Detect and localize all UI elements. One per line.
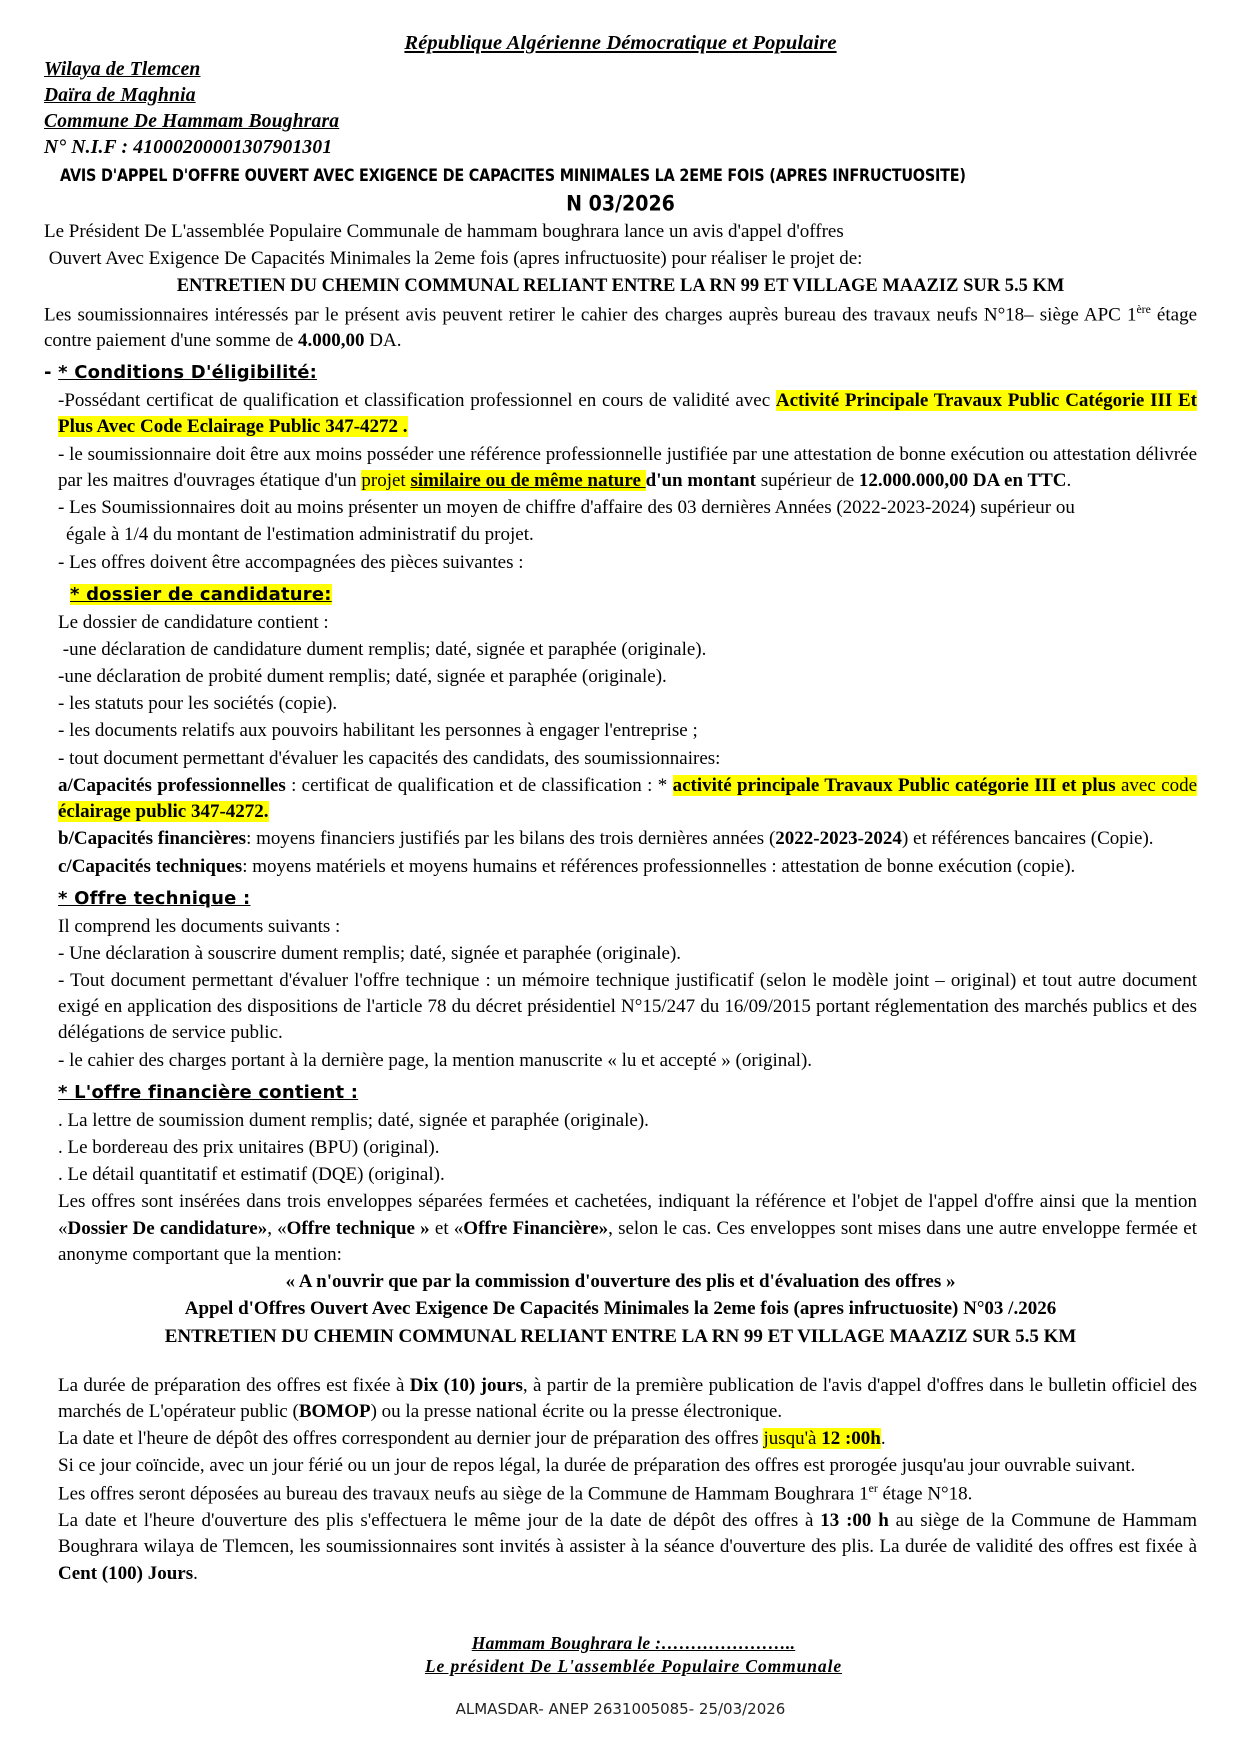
cap-pro-label: a/Capacités professionnelles bbox=[58, 774, 286, 796]
cap-pro-mid: : certificat de qualification et de classification : * bbox=[285, 774, 673, 796]
dossier-heading bbox=[44, 583, 1197, 608]
delai-text-c: , à partir de la première publication de l'avis d'appel d'offres dans le bulletin officiel des marchés de L'opérateur public ( bbox=[58, 1374, 1197, 1422]
depot-deadline-time: 12 :00h bbox=[821, 1428, 881, 1450]
env-dossier-label: Dossier De candidature» bbox=[67, 1217, 268, 1239]
dossier-item: - les documents relatifs aux pouvoirs habilitant les personnes à engager l'entreprise ; bbox=[58, 720, 698, 742]
financiere-item: . Le détail quantitatif et estimatif (DQE) (original). bbox=[58, 1164, 445, 1186]
env-sep-2: et « bbox=[429, 1217, 464, 1239]
ouverture-plis-paragraph bbox=[44, 1508, 1197, 1587]
mention-line-1: « A n'ouvrir que par la commission d'ouverture des plis et d'évaluation des offres » bbox=[285, 1271, 956, 1293]
eligibility-heading-text: * Conditions D'éligibilité: bbox=[58, 362, 318, 384]
offre-financiere-heading bbox=[44, 1081, 1197, 1106]
delai-preparation bbox=[44, 1373, 1197, 1425]
eligibility-item-3-line-1: - Les Soumissionnaires doit au moins présenter un moyen de chiffre d'affaire des 03 dernières Années (2022-2023-2024) supérieur ou bbox=[58, 497, 1075, 519]
footer-anep-reference: ALMASDAR- ANEP 2631005085- 25/03/2026 bbox=[455, 1700, 786, 1718]
eligibility-item-1-text: -Possédant certificat de qualification et classification professionnel en cours de validité avec bbox=[58, 390, 776, 412]
ouverture-time: 13 :00 h bbox=[820, 1510, 889, 1532]
dossier-item: -une déclaration de candidature dument remplis; daté, signée et paraphée (originale). bbox=[62, 638, 707, 660]
cap-pro-highlight-bold: activité principale Travaux Public catégorie III et plus bbox=[672, 774, 1116, 796]
dossier-heading-text: * dossier de candidature: bbox=[70, 583, 332, 605]
eligibility-item-2-highlight-underline: similaire ou de même nature bbox=[410, 469, 646, 491]
env-technique-label: Offre technique » bbox=[286, 1217, 430, 1239]
mention-line-3: ENTRETIEN DU CHEMIN COMMUNAL RELIANT ENTRE LA RN 99 ET VILLAGE MAAZIZ SUR 5.5 KM bbox=[164, 1325, 1077, 1347]
intro-line-1: Le Président De L'assemblée Populaire Communale de hammam boughrara lance un avis d'appel d'offres bbox=[44, 220, 844, 242]
eligibility-item-2-text-b: d'un montant bbox=[645, 469, 756, 491]
cap-fin-years: 2022-2023-2024 bbox=[775, 828, 902, 850]
depot-lieu-paragraph bbox=[44, 1481, 1197, 1508]
eligibility-item-4: - Les offres doivent être accompagnées des pièces suivantes : bbox=[58, 551, 524, 573]
cap-fin-label: b/Capacités financières bbox=[58, 828, 247, 850]
technique-item: - Tout document permettant d'évaluer l'offre technique : un mémoire technique justificatif (selon le modèle joint – original) et tout autre document exigé en application des dispositions de l'article 78 du décret présidentiel N°15/247 du 16/09/2015 portant réglementation des marchés publics et des délégations de service public. bbox=[58, 970, 1197, 1044]
eligibility-item-2 bbox=[44, 442, 1197, 494]
mention-line-2: Appel d'Offres Ouvert Avec Exigence De Capacités Minimales la 2eme fois (apres infructuosite) N°03 /.2026 bbox=[184, 1298, 1057, 1320]
nif-value: 41000200001307901301 bbox=[133, 136, 333, 158]
cap-pro-highlight-normal: avec code bbox=[1115, 774, 1198, 796]
avis-number: N 03/2026 bbox=[566, 191, 675, 217]
document-body bbox=[44, 219, 1197, 1587]
republic-heading: République Algérienne Démocratique et Populaire bbox=[404, 32, 837, 54]
technique-intro: Il comprend les documents suivants : bbox=[58, 915, 341, 937]
cahier-price: 4.000,00 bbox=[298, 330, 365, 352]
retrait-text-c: DA. bbox=[364, 330, 402, 352]
daira-line: Daïra de Maghnia bbox=[44, 84, 196, 106]
financiere-item: . La lettre de soumission dument remplis; daté, signée et paraphée (originale). bbox=[58, 1109, 649, 1131]
wilaya-line: Wilaya de Tlemcen bbox=[44, 59, 201, 80]
ouverture-text-c: au siège de la Commune de Hammam Boughrara wilaya de Tlemcen, les soumissionnaires sont invités à assister à la séance d'ouverture des plis. La durée de validité des offres est fixée à bbox=[58, 1510, 1197, 1558]
delai-text-e: ) ou la presse national écrite ou la presse électronique. bbox=[370, 1400, 783, 1422]
dossier-item: - tout document permettant d'évaluer les capacités des candidats, des soumissionnaires: bbox=[58, 747, 721, 769]
delai-text-a: La durée de préparation des offres est fixée à bbox=[58, 1374, 410, 1396]
depot-text-b: . bbox=[880, 1428, 886, 1450]
bomop-label: BOMOP bbox=[298, 1400, 371, 1422]
depot-lieu-text-a: Les offres seront déposées au bureau des travaux neufs au siège de la Commune de Hammam Boughrara 1 bbox=[58, 1482, 869, 1504]
jour-ferie-paragraph: Si ce jour coïncide, avec un jour férié ou un jour de repos légal, la durée de préparation des offres est prorogée jusqu'au jour ouvrable suivant. bbox=[58, 1455, 1136, 1477]
dossier-item: - les statuts pour les sociétés (copie). bbox=[58, 693, 338, 715]
technique-item: - le cahier des charges portant à la dernière page, la mention manuscrite « lu et accepté » (original). bbox=[58, 1049, 813, 1071]
section-spacer bbox=[44, 1351, 1197, 1373]
signature-inner bbox=[44, 1633, 1197, 1677]
eligibility-item-2-text-c: supérieur de bbox=[756, 469, 859, 491]
depot-lieu-ordinal: er bbox=[868, 1481, 878, 1495]
financiere-item: . Le bordereau des prix unitaires (BPU) (original). bbox=[58, 1136, 440, 1158]
signature-block bbox=[44, 1633, 1197, 1677]
signature-place-date-row bbox=[70, 1633, 1197, 1654]
cap-pro-highlight-code: éclairage public 347-4272. bbox=[58, 801, 269, 823]
nif-label: N° N.I.F : bbox=[44, 136, 134, 158]
ouverture-text-a: La date et l'heure d'ouverture des plis s'effectuera le même jour de la date de dépôt des offres à bbox=[58, 1510, 821, 1532]
retrait-paragraph bbox=[44, 302, 1197, 355]
offre-financiere-heading-text: * L'offre financière contient : bbox=[58, 1081, 359, 1103]
retrait-text-a: Les soumissionnaires intéressés par le présent avis peuvent retirer le cahier des charges auprès bureau des travaux neufs N°18– siège APC 1 bbox=[44, 303, 1137, 325]
avis-title: AVIS D'APPEL D'OFFRE OUVERT AVEC EXIGENCE DE CAPACITES MINIMALES LA 2EME FOIS (APRES INFRUCTUOSITE) bbox=[60, 166, 966, 186]
delai-duration: Dix (10) jours bbox=[409, 1374, 523, 1396]
cap-tech-text: : moyens matériels et moyens humains et références professionnelles : attestation de bonne exécution (copie). bbox=[242, 855, 1076, 877]
validite-duration: Cent (100) Jours bbox=[58, 1562, 194, 1584]
signature-title: Le président De L'assemblée Populaire Communale bbox=[424, 1655, 843, 1676]
env-text-c: , selon le cas. Ces enveloppes sont mises dans une autre enveloppe fermée et anonyme comportant que la mention: bbox=[58, 1217, 1197, 1265]
eligibility-item-2-text-a: - le soumissionnaire doit être aux moins posséder une référence professionnelle justifiée par une attestation de bonne exécution ou attestation délivrée par les maitres d'ouvrages étatique d'un bbox=[58, 443, 1197, 491]
eligibility-item-2-text-d: . bbox=[1066, 469, 1072, 491]
commune-label: Commune De Hammam Boughrara bbox=[44, 110, 340, 132]
retrait-ordinal: ère bbox=[1136, 302, 1151, 316]
signature-title-row bbox=[70, 1654, 1197, 1677]
capacites-professionnelles bbox=[44, 773, 1197, 825]
administrative-header bbox=[44, 57, 1197, 161]
signature-place-date: Hammam Boughrara le :………………….. bbox=[471, 1632, 796, 1653]
eligibility-item-3-line-2: égale à 1/4 du montant de l'estimation administratif du projet. bbox=[66, 524, 534, 546]
enveloppes-paragraph bbox=[44, 1189, 1197, 1268]
eligibility-item-2-amount: 12.000.000,00 DA en TTC bbox=[858, 469, 1067, 491]
depot-highlight-a: jusqu'à bbox=[763, 1428, 822, 1450]
env-text-a: Les offres sont insérées dans trois enveloppes séparées fermées et cachetées, indiquant la référence et l'objet de l'appel d'offre ainsi que la mention « bbox=[58, 1191, 1197, 1239]
cap-fin-text-a: : moyens financiers justifiés par les bilans des trois dernières années ( bbox=[246, 828, 776, 850]
technique-item: - Une déclaration à souscrire dument remplis; daté, signée et paraphée (originale). bbox=[58, 942, 682, 964]
offre-technique-heading bbox=[44, 887, 1197, 912]
depot-text-a: La date et l'heure de dépôt des offres correspondent au dernier jour de préparation des offres bbox=[58, 1428, 764, 1450]
eligibility-item-2-highlight-plain: projet bbox=[361, 469, 411, 491]
dossier-item: -une déclaration de probité dument remplis; daté, signée et paraphée (originale). bbox=[58, 666, 667, 688]
retrait-text-b: étage contre paiement d'une somme de bbox=[44, 303, 1198, 352]
offre-technique-heading-text: * Offre technique : bbox=[58, 887, 251, 909]
env-sep-1: , « bbox=[267, 1217, 287, 1239]
intro-line-2: Ouvert Avec Exigence De Capacités Minimales la 2eme fois (apres infructuosite) pour réaliser le projet de: bbox=[48, 247, 863, 269]
commune-line bbox=[44, 109, 339, 135]
depot-heure bbox=[44, 1426, 1197, 1452]
nif-line bbox=[44, 135, 332, 161]
cap-fin-text-b: ) et références bancaires (Copie). bbox=[901, 828, 1154, 850]
project-title: ENTRETIEN DU CHEMIN COMMUNAL RELIANT ENTRE LA RN 99 ET VILLAGE MAAZIZ SUR 5.5 KM bbox=[176, 276, 1065, 297]
eligibility-heading bbox=[44, 361, 1197, 386]
env-financiere-label: Offre Financière» bbox=[463, 1217, 609, 1239]
ouverture-text-e: . bbox=[193, 1562, 198, 1584]
eligibility-item-1-highlight: Activité Principale Travaux Public Catégorie III Et Plus Avec Code Eclairage Public 347-4272 . bbox=[58, 390, 1197, 438]
depot-lieu-text-b: étage N°18. bbox=[877, 1482, 973, 1504]
eligibility-item-1 bbox=[44, 388, 1197, 440]
eligibility-heading-dash: - bbox=[44, 362, 59, 384]
capacites-techniques bbox=[44, 854, 1197, 880]
capacites-financieres bbox=[44, 826, 1197, 852]
cap-tech-label: c/Capacités techniques bbox=[58, 855, 243, 877]
dossier-intro: Le dossier de candidature contient : bbox=[58, 611, 329, 633]
